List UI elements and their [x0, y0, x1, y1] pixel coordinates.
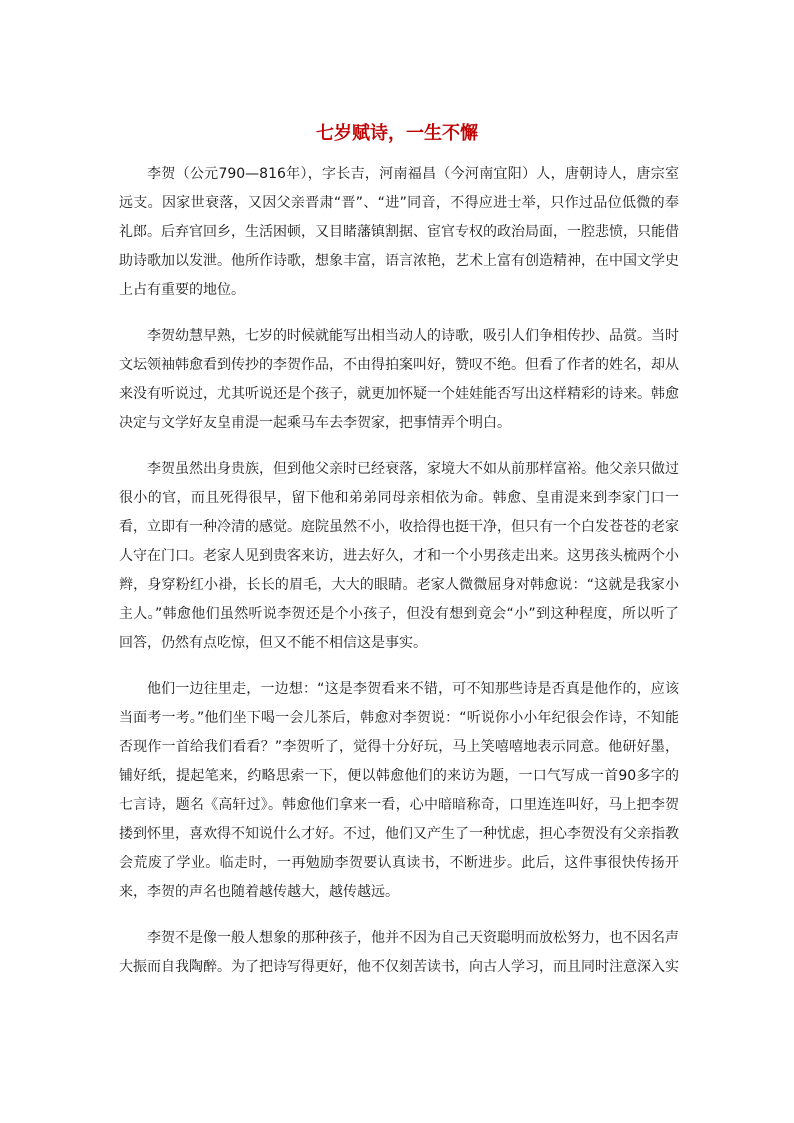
paragraph-4: 他们一边往里走，一边想：“这是李贺看来不错，可不知那些诗是否真是他作的，应该当面考一考。”他们坐下喝一会儿茶后，韩愈对李贺说：“听说你小小年纪很会作诗，不知能否现作一首给我们看看？”李贺听了，觉得十分好玩，马上笑嘻嘻地表示同意。他研好墨，铺好纸，提起笔来，约略思索一下，便以韩愈他们的来访为题，一口气写成一首90多字的七言诗，题名《高轩过》。韩愈他们拿来一看，心中暗暗称奇，口里连连叫好，马上把李贺搂到怀里，喜欢得不知说什么才好。不过，他们又产生了一种忧虑，担心李贺没有父亲指教会荒废了学业。临走时，一再勉励李贺要认真读书，不断进步。此后，这件事很快传扬开来，李贺的声名也随着越传越大，越传越远。 — [119, 681, 679, 900]
paragraph-1: 李贺（公元790—816年），字长吉，河南福昌（今河南宜阳）人，唐朝诗人，唐宗室远支。因家世衰落，又因父亲晋肃“晋”、“进”同音，不得应进士举，只作过品位低微的奉礼郎。后弃官回乡，生活困顿，又目睹藩镇割据、宦官专权的政治局面，一腔悲愤，只能借助诗歌加以发泄。他所作诗歌，想象丰富，语言浓艳，艺术上富有创造精神，在中国文学史上占有重要的地位。 — [119, 166, 679, 298]
page-title: 七岁赋诗，一生不懈 — [316, 123, 478, 144]
paragraph-3: 李贺虽然出身贵族，但到他父亲时已经衰落，家境大不如从前那样富裕。他父亲只做过很小的官，而且死得很早，留下他和弟弟同母亲相依为命。韩愈、皇甫湜来到李家门口一看，立即有一种冷清的感觉。庭院虽然不小，收拾得也挺干净，但只有一个白发苍苍的老家人守在门口。老家人见到贵客来访，进去好久，才和一个小男孩走出来。这男孩头梳两个小辫，身穿粉红小褂，长长的眉毛，大大的眼睛。老家人微微屈身对韩愈说：“这就是我家小主人。”韩愈他们虽然听说李贺还是个小孩子，但没有想到竟会“小”到这种程度，所以听了回答，仍然有点吃惊，但又不能不相信这是事实。 — [119, 461, 679, 651]
article-body — [119, 160, 679, 999]
paragraph-5: 李贺不是像一般人想象的那种孩子，他并不因为自己天资聪明而放松努力，也不因名声大振而自我陶醉。为了把诗写得更好，他不仅刻苦读书，向古人学习，而且同时注意深入实 — [119, 930, 679, 975]
paragraph-2: 李贺幼慧早熟，七岁的时候就能写出相当动人的诗歌，吸引人们争相传抄、品赏。当时文坛领袖韩愈看到传抄的李贺作品，不由得拍案叫好，赞叹不绝。但看了作者的姓名，却从来没有听说过，尤其听说还是个孩子，就更加怀疑一个娃娃能否写出这样精彩的诗来。韩愈决定与文学好友皇甫湜一起乘马车去李贺家，把事情弄个明白。 — [119, 328, 679, 431]
